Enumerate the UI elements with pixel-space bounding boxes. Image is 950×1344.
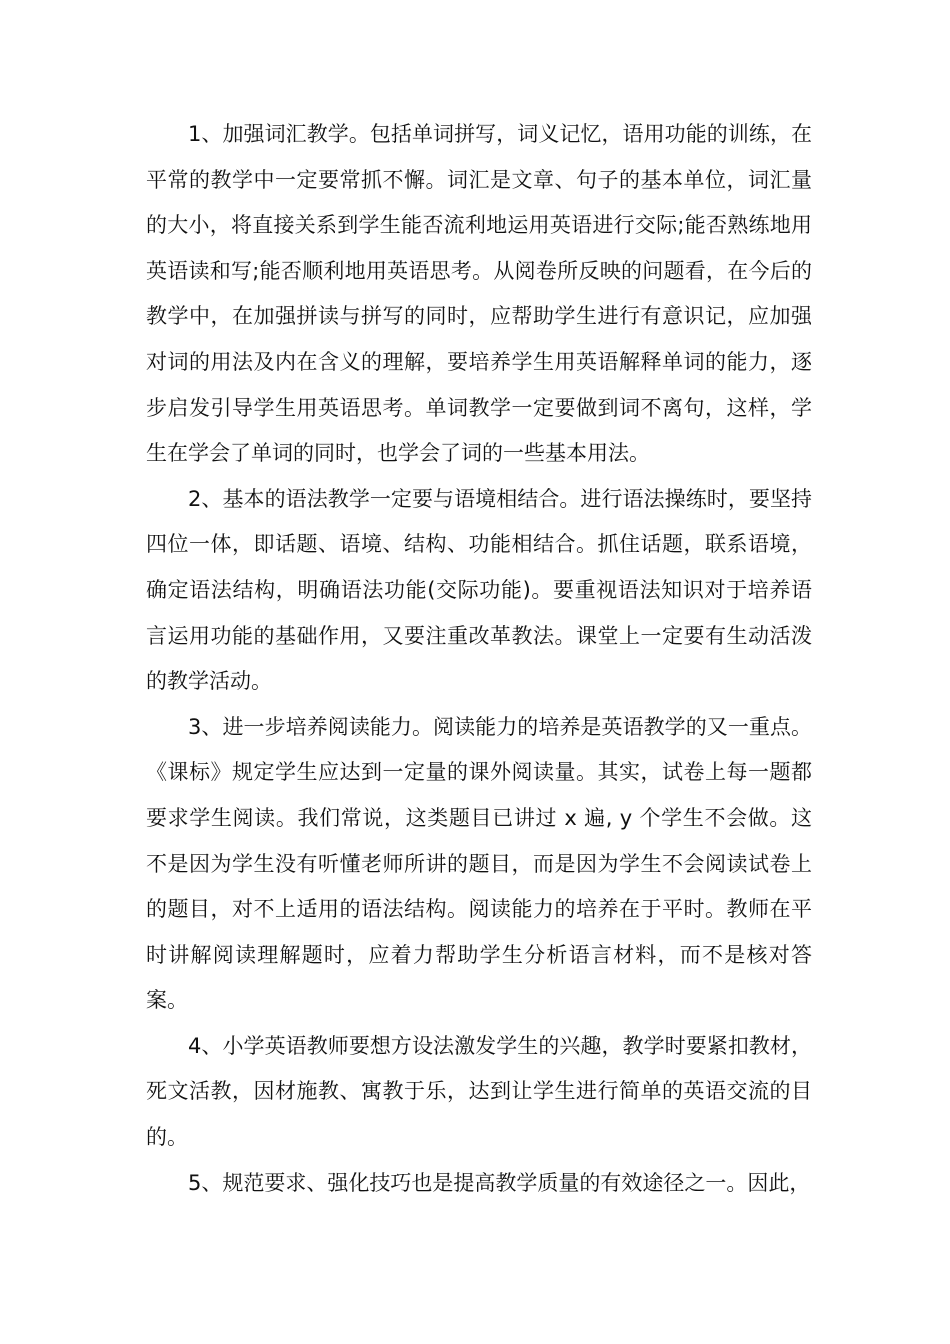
paragraph-1: 1、加强词汇教学。包括单词拼写，词义记忆，语用功能的训练，在平常的教学中一定要常抓不懈。词汇是文章、句子的基本单位，词汇量的大小，将直接关系到学生能否流利地运用英语进行交际;能否熟练地用英语读和写;能否顺利地用英语思考。从阅卷所反映的问题看，在今后的教学中，在加强拼读与拼写的同时，应帮助学生进行有意识记，应加强对词的用法及内在含义的理解，要培养学生用英语解释单词的能力，逐步启发引导学生用英语思考。单词教学一定要做到词不离句，这样，学生在学会了单词的同时，也学会了词的一些基本用法。 (146, 122, 812, 466)
paragraph-5: 5、规范要求、强化技巧也是提高教学质量的有效途径之一。因此， (188, 1170, 811, 1195)
document-body (146, 112, 812, 1206)
paragraph-4: 4、小学英语教师要想方设法激发学生的兴趣，教学时要紧扣教材，死文活教，因材施教、寓教于乐，达到让学生进行简单的英语交流的目的。 (146, 1033, 812, 1150)
paragraph-2: 2、基本的语法教学一定要与语境相结合。进行语法操练时，要坚持四位一体，即话题、语境、结构、功能相结合。抓住话题，联系语境，确定语法结构，明确语法功能(交际功能)。要重视语法知识对于培养语言运用功能的基础作用，又要注重改革教法。课堂上一定要有生动活泼的教学活动。 (146, 486, 812, 694)
paragraph-3: 3、进一步培养阅读能力。阅读能力的培养是英语教学的又一重点。《课标》规定学生应达到一定量的课外阅读量。其实，试卷上每一题都要求学生阅读。我们常说，这类题目已讲过 x 遍, y 个学生不会做。这不是因为学生没有听懂老师所讲的题目，而是因为学生不会阅读试卷上的题目，对不上适用的语法结构。阅读能力的培养在于平时。教师在平时讲解阅读理解题时，应着力帮助学生分析语言材料，而不是核对答案。 (146, 714, 812, 1013)
